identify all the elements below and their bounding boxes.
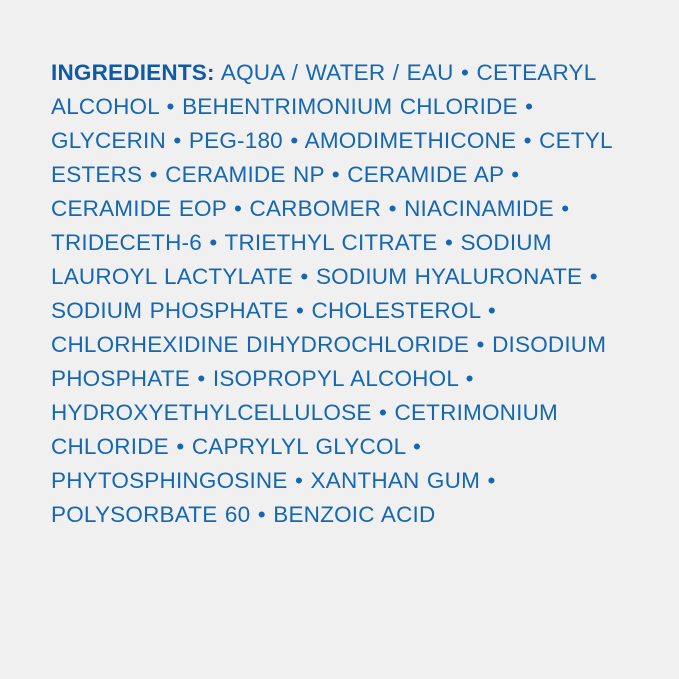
ingredients-label: INGREDIENTS: [51, 59, 215, 85]
ingredients-block [51, 33, 637, 554]
ingredients-paragraph [51, 56, 637, 532]
ingredients-list-text: AQUA / WATER / EAU • CETEARYL ALCOHOL • BEHENTRIMONIUM CHLORIDE • GLYCERIN • PEG-180 • AMODIMETHICONE • CETYL ESTERS • CERAMIDE NP • CERAMIDE AP • CERAMIDE EOP • CARBOMER • NIACINAMIDE • TRIDECETH-6 • TRIETHYL CITRATE • SODIUM LAUROYL LACTYLATE • SODIUM HYALURONATE • SODIUM PHOSPHATE • CHOLESTEROL • CHLORHEXIDINE DIHYDROCHLORIDE • DISODIUM PHOSPHATE • ISOPROPYL ALCOHOL • HYDROXYETHYLCELLULOSE • CETRIMONIUM CHLORIDE • CAPRYLYL GLYCOL • PHYTOSPHINGOSINE • XANTHAN GUM • POLYSORBATE 60 • BENZOIC ACID [51, 59, 612, 527]
